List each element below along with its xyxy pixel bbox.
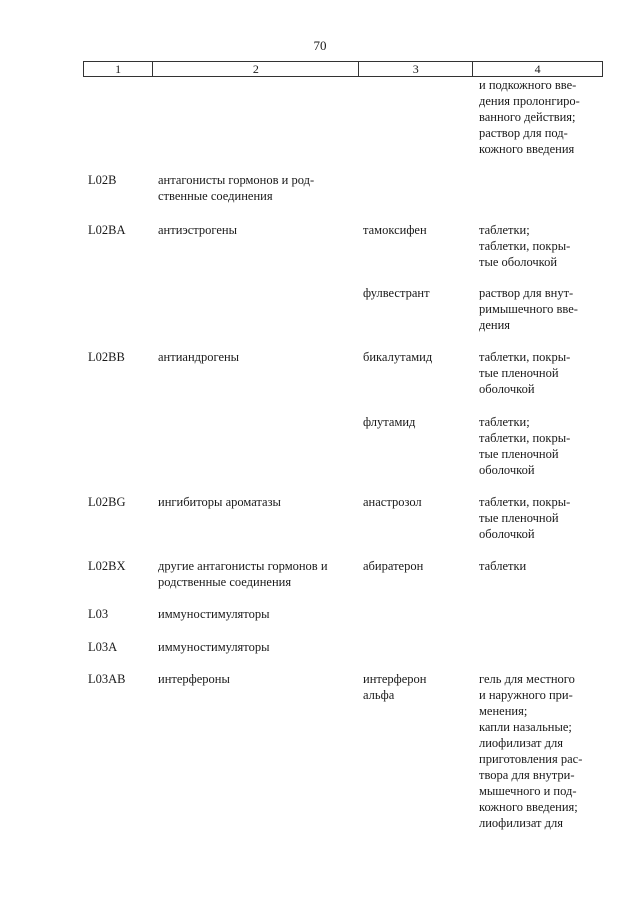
atc-code: L02BG xyxy=(88,495,126,509)
atc-code: L02BB xyxy=(88,350,125,364)
group-name: интерфероны xyxy=(158,672,230,686)
atc-code: L02BX xyxy=(88,559,126,573)
column-header-table xyxy=(83,61,603,77)
atc-code: L03A xyxy=(88,640,118,654)
drug-name: флутамид xyxy=(363,415,416,429)
drug-name: тамоксифен xyxy=(363,223,427,237)
drug-name: бикалутамид xyxy=(363,350,433,364)
drug-name: анастрозол xyxy=(363,495,422,509)
group-name: антиэстрогены xyxy=(158,223,238,237)
drug-name: абиратерон xyxy=(363,559,424,573)
atc-code: L03 xyxy=(88,607,109,621)
atc-code: L02B xyxy=(88,173,117,187)
drug-name: фулвестрант xyxy=(363,286,430,300)
dosage-form: таблетки, покры- тые пленочной оболочкой xyxy=(479,495,571,541)
column-header-2: 2 xyxy=(153,62,359,77)
atc-code: L02BA xyxy=(88,223,126,237)
group-name: антагонисты гормонов и род- ственные соединения xyxy=(158,173,315,203)
dosage-form: таблетки, покры- тые пленочной оболочкой xyxy=(479,350,571,396)
dosage-form: таблетки; таблетки, покры- тые пленочной оболочкой xyxy=(479,415,571,477)
group-name: иммуностимуляторы xyxy=(158,640,270,654)
group-name: антиандрогены xyxy=(158,350,240,364)
column-header-row xyxy=(84,62,603,77)
atc-code: L03AB xyxy=(88,672,126,686)
column-header-1: 1 xyxy=(84,62,153,77)
group-name: ингибиторы ароматазы xyxy=(158,495,281,509)
column-header-3: 3 xyxy=(359,62,473,77)
dosage-form: таблетки; таблетки, покры- тые оболочкой xyxy=(479,223,571,269)
drug-name: интерферон альфа xyxy=(363,672,427,702)
group-name: иммуностимуляторы xyxy=(158,607,270,621)
page-number: 70 xyxy=(313,38,327,53)
column-header-4: 4 xyxy=(473,62,603,77)
continuation-dosage-form: и подкожного вве- дения пролонгиро- ванного действия; раствор для под- кожного введения xyxy=(479,78,580,156)
dosage-form: гель для местного и наружного при- менения; капли назальные; лиофилизат для приготовления рас- твора для внутри- мышечного и под- кожного введения; лиофилизат для xyxy=(479,672,583,830)
group-name: другие антагонисты гормонов и родственные соединения xyxy=(158,559,328,589)
dosage-form: таблетки xyxy=(479,559,527,573)
dosage-form: раствор для внут- римышечного вве- дения xyxy=(479,286,578,332)
